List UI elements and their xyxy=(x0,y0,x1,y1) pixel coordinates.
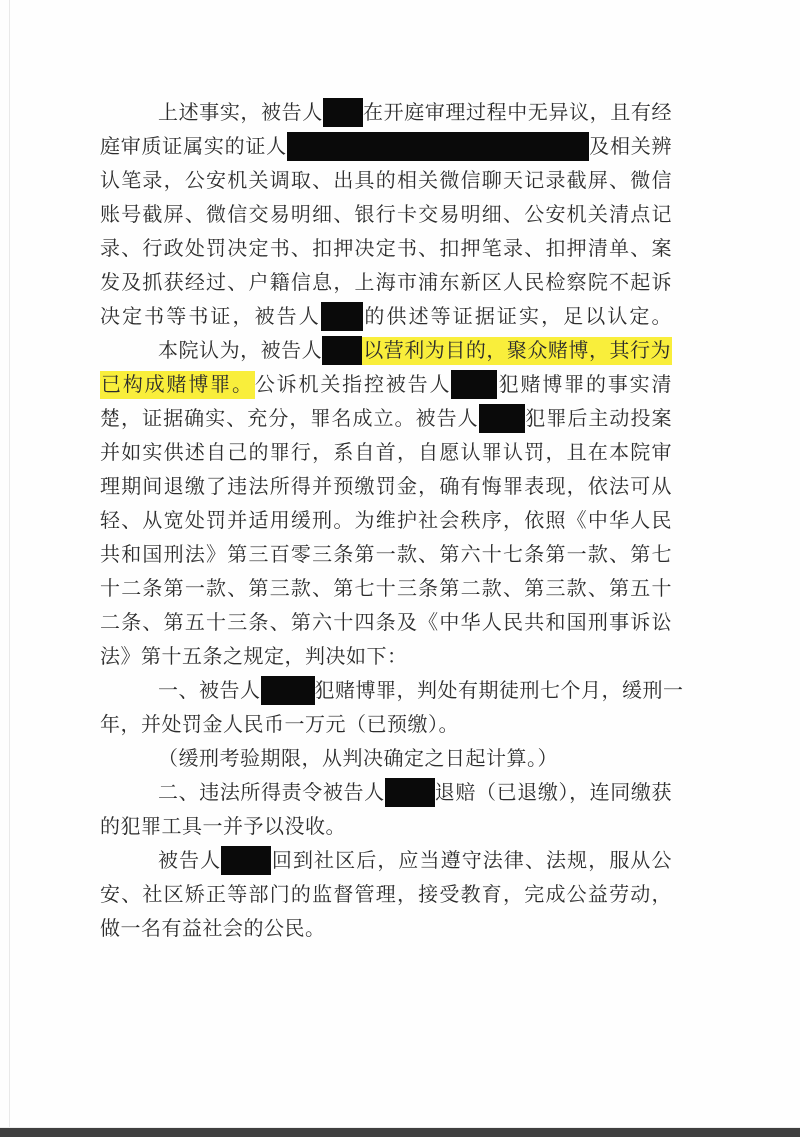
document-line xyxy=(100,606,672,640)
text-run: 共和国刑法》第三百零三条第一款、第六十七条第一款、第七 xyxy=(100,544,672,566)
document-line xyxy=(100,232,672,266)
text-run: 庭审质证属实的证人 xyxy=(100,136,287,158)
text-run: 本院认为，被告人 xyxy=(158,340,323,362)
text-run: 做一名有益社会的公民。 xyxy=(100,918,326,940)
highlighted-text: 以营利为目的，聚众赌博，其行为 xyxy=(362,337,672,365)
redaction-bar xyxy=(322,336,362,365)
text-run: 的供述等证据证实，足以认定。 xyxy=(362,306,673,328)
text-run: （缓刑考验期限，从判决确定之日起计算。） xyxy=(158,748,558,770)
bottom-bar xyxy=(0,1128,800,1137)
document-line xyxy=(100,776,672,810)
document-line xyxy=(100,266,672,300)
text-run: 二、违法所得责令被告人 xyxy=(158,782,385,804)
document-line xyxy=(100,912,672,946)
document-line xyxy=(100,436,672,470)
text-run: 年，并处罚金人民币一万元（已预缴）。 xyxy=(100,714,459,736)
document-line xyxy=(100,164,672,198)
redaction-bar xyxy=(385,778,435,807)
document-line xyxy=(100,130,672,164)
document-line xyxy=(100,504,672,538)
text-run: 犯赌博罪，判处有期徒刑七个月，缓刑一 xyxy=(314,680,684,702)
redaction-bar xyxy=(321,302,363,331)
document-line xyxy=(100,300,672,334)
text-run: 的犯罪工具一并予以没收。 xyxy=(100,816,346,838)
document-line xyxy=(100,708,672,742)
document-line xyxy=(100,810,672,844)
redaction-bar xyxy=(261,676,315,705)
text-run: 并如实供述自己的罪行，系自首，自愿认罪认罚，且在本院审 xyxy=(100,442,672,464)
text-run: 回到社区后，应当遵守法律、法规，服从公 xyxy=(271,850,673,872)
highlighted-text: 已构成赌博罪。 xyxy=(100,371,255,399)
text-run: 上述事实，被告人 xyxy=(158,102,323,124)
document-line xyxy=(100,878,672,912)
document-line xyxy=(100,844,672,878)
text-run: 犯罪后主动投案 xyxy=(524,408,673,430)
redaction-bar xyxy=(479,404,525,433)
text-run: 安、社区矫正等部门的监督管理，接受教育，完成公益劳动， xyxy=(100,884,672,906)
judgment-document xyxy=(100,96,684,946)
redaction-bar xyxy=(221,846,271,875)
document-line xyxy=(100,640,672,674)
text-run: 一、被告人 xyxy=(158,680,261,702)
document-line xyxy=(100,742,672,776)
text-run: 在开庭审理过程中无异议，且有经 xyxy=(362,102,673,124)
text-run: 公诉机关指控被告人 xyxy=(254,374,452,396)
text-run: 犯赌博罪的事实清 xyxy=(497,374,673,396)
text-run: 十二条第一款、第三款、第七十三条第二款、第三款、第五十 xyxy=(100,578,672,600)
document-line xyxy=(100,198,672,232)
document-line xyxy=(100,538,672,572)
document-line xyxy=(100,572,672,606)
document-line xyxy=(100,96,672,130)
text-run: 录、行政处罚决定书、扣押决定书、扣押笔录、扣押清单、案 xyxy=(100,238,672,260)
redaction-bar xyxy=(287,132,589,161)
text-run: 二条、第五十三条、第六十四条及《中华人民共和国刑事诉讼 xyxy=(100,612,672,634)
document-line xyxy=(100,368,672,402)
text-run: 发及抓获经过、户籍信息，上海市浦东新区人民检察院不起诉 xyxy=(100,272,672,294)
document-line xyxy=(100,402,672,436)
text-run: 法》第十五条之规定，判决如下： xyxy=(100,646,408,668)
document-line xyxy=(100,334,672,368)
text-run: 楚，证据确实、充分，罪名成立。被告人 xyxy=(100,408,479,430)
text-run: 轻、从宽处罚并适用缓刑。为维护社会秩序，依照《中华人民 xyxy=(100,510,672,532)
text-run: 决定书等书证，被告人 xyxy=(100,306,321,328)
text-run: 认笔录，公安机关调取、出具的相关微信聊天记录截屏、微信 xyxy=(100,170,672,192)
text-run: 退赔（已退缴），连同缴获 xyxy=(434,782,673,804)
text-run: 及相关辨 xyxy=(588,136,673,158)
document-line xyxy=(100,470,672,504)
document-line xyxy=(100,674,684,708)
text-run: 理期间退缴了违法所得并预缴罚金，确有悔罪表现，依法可从 xyxy=(100,476,672,498)
page-edge-line xyxy=(9,0,10,1137)
redaction-bar xyxy=(323,98,363,127)
text-run: 被告人 xyxy=(158,850,222,872)
text-run: 账号截屏、微信交易明细、银行卡交易明细、公安机关清点记 xyxy=(100,204,672,226)
redaction-bar xyxy=(451,370,497,399)
